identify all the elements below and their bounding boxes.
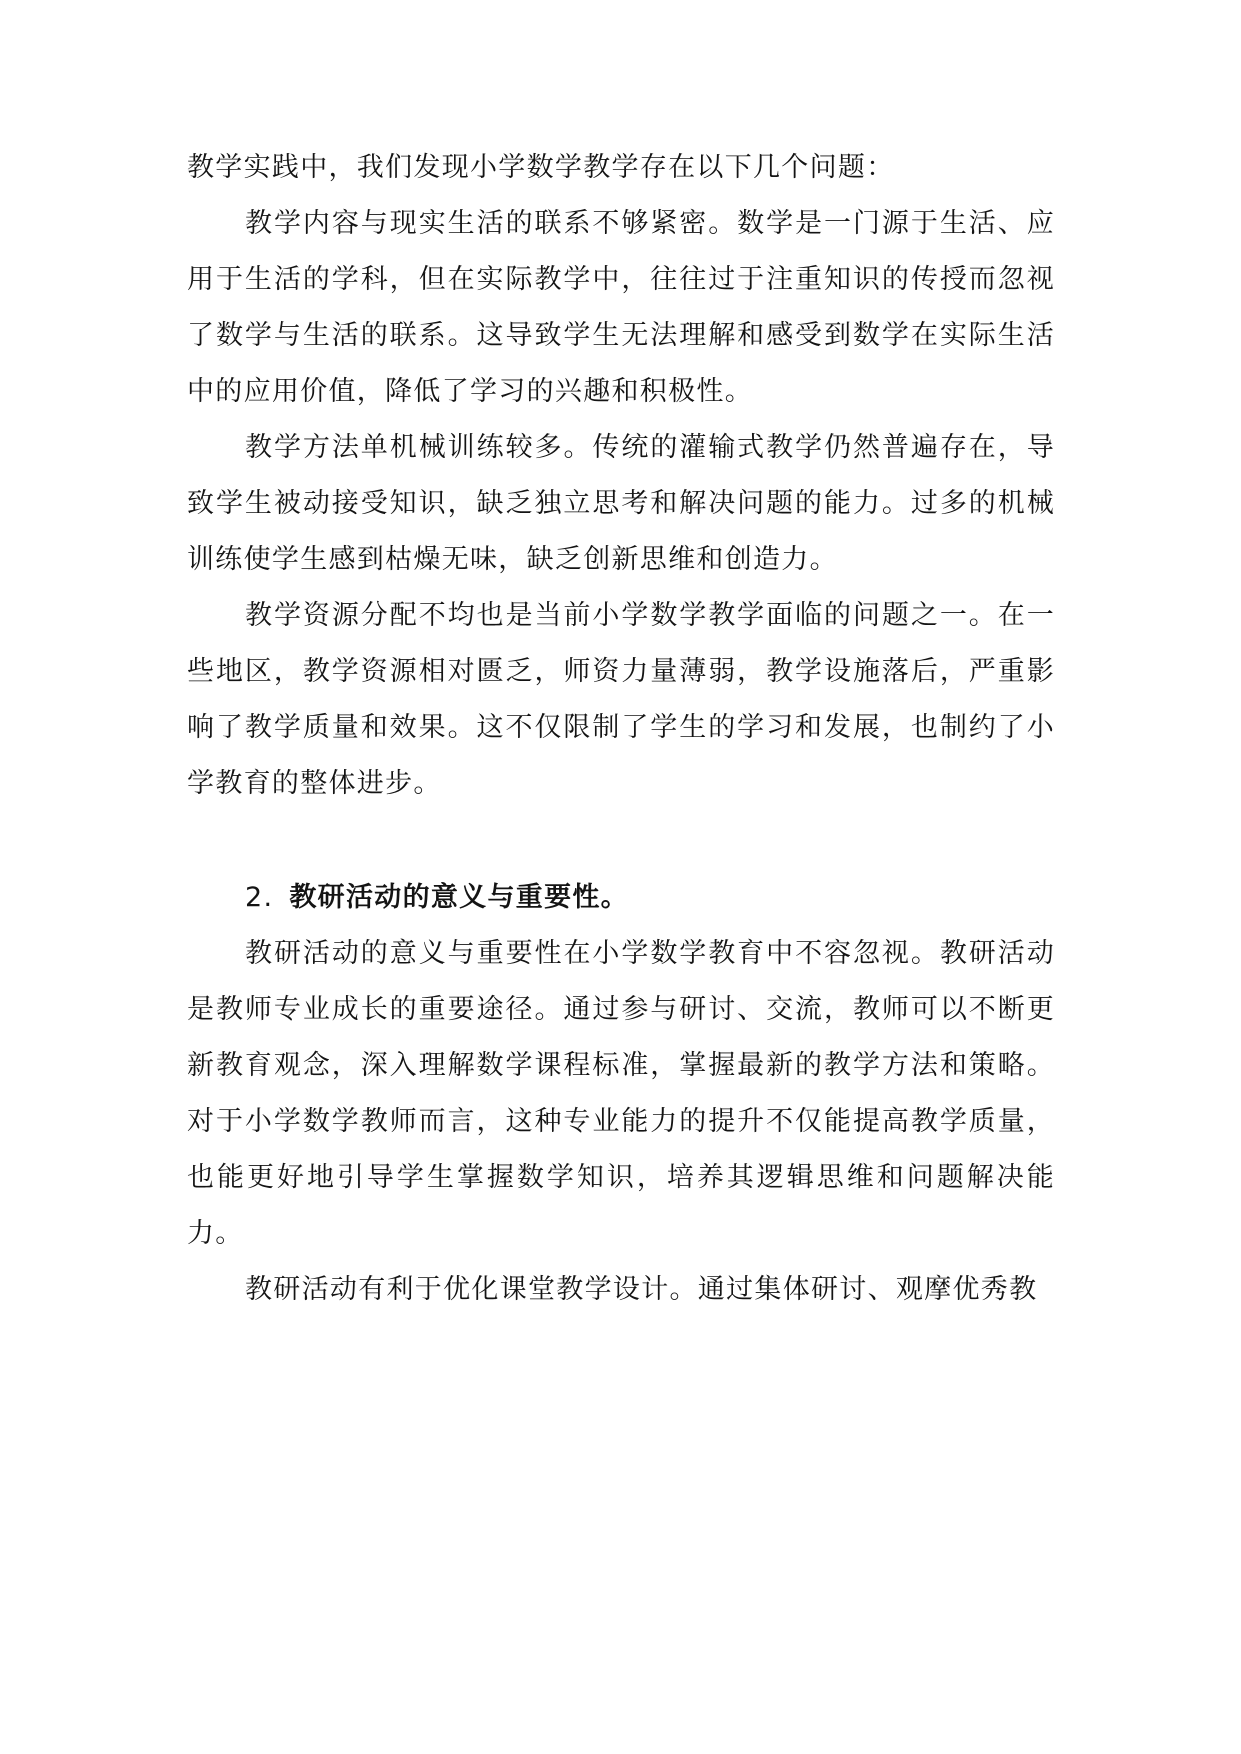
section-number: 2. <box>245 882 274 913</box>
section-heading <box>187 870 1055 926</box>
section-title: 教研活动的意义与重要性。 <box>289 882 629 913</box>
document-body <box>187 140 1055 1318</box>
paragraph-content-life: 教学内容与现实生活的联系不够紧密。数学是一门源于生活、应用于生活的学科，但在实际教学中，往往过于注重知识的传授而忽视了数学与生活的联系。这导致学生无法理解和感受到数学在实际生活中的应用价值，降低了学习的兴趣和积极性。 <box>187 208 1055 407</box>
paragraph-research-significance: 教研活动的意义与重要性在小学数学教育中不容忽视。教研活动是教师专业成长的重要途径。通过参与研讨、交流，教师可以不断更新教育观念，深入理解数学课程标准，掌握最新的教学方法和策略。对于小学数学教师而言，这种专业能力的提升不仅能提高教学质量，也能更好地引导学生掌握数学知识，培养其逻辑思维和问题解决能力。 <box>187 938 1055 1249</box>
paragraph-intro: 教学实践中，我们发现小学数学教学存在以下几个问题： <box>187 152 895 183</box>
paragraph-resources: 教学资源分配不均也是当前小学数学教学面临的问题之一。在一些地区，教学资源相对匮乏，师资力量薄弱，教学设施落后，严重影响了教学质量和效果。这不仅限制了学生的学习和发展，也制约了小学教育的整体进步。 <box>187 600 1055 799</box>
paragraph-classroom-design: 教研活动有利于优化课堂教学设计。通过集体研讨、观摩优秀教 <box>245 1274 1038 1305</box>
paragraph-teaching-methods: 教学方法单机械训练较多。传统的灌输式教学仍然普遍存在，导致学生被动接受知识，缺乏独立思考和解决问题的能力。过多的机械训练使学生感到枯燥无味，缺乏创新思维和创造力。 <box>187 432 1055 575</box>
